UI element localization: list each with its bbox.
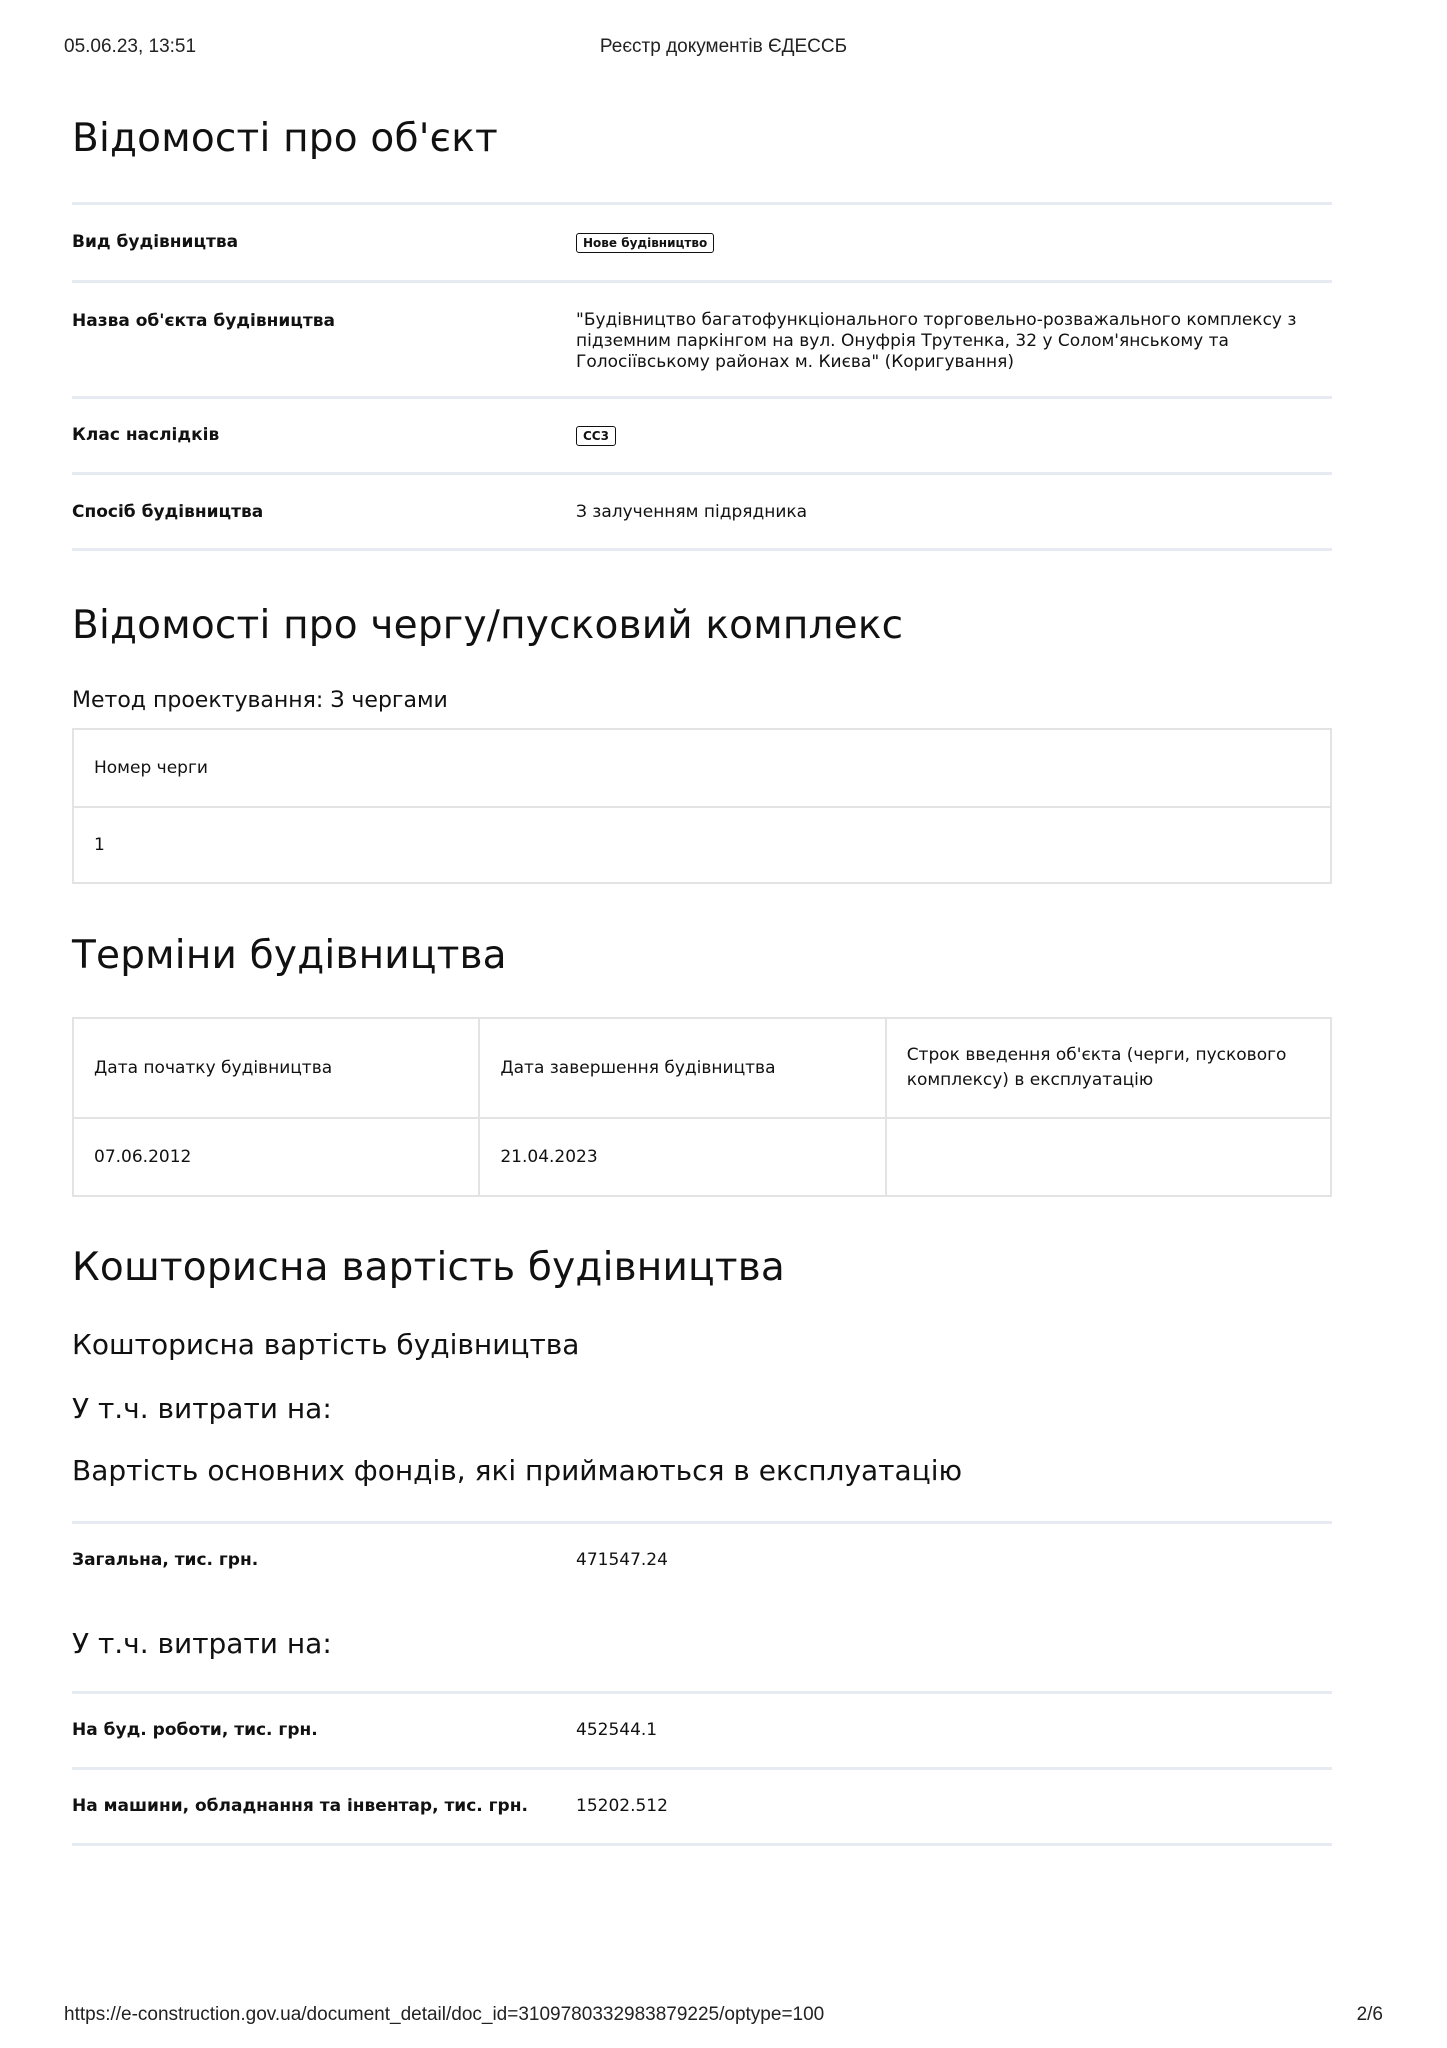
equipment-cost-label: На машини, обладнання та інвентар, тис. грн. (72, 1796, 528, 1816)
estimated-cost-subheading: Кошторисна вартість будівництва (72, 1328, 580, 1361)
table-row (73, 1018, 1331, 1118)
print-page-title: Реєстр документів ЄДЕССБ (599, 36, 848, 57)
consequence-class-value (576, 425, 1332, 446)
estimated-cost-heading: Кошторисна вартість будівництва (72, 1245, 785, 1290)
construction-terms-heading: Терміни будівництва (72, 933, 507, 978)
table-row (73, 729, 1331, 807)
divider (72, 472, 1332, 475)
queue-number-header: Номер черги (73, 729, 1331, 807)
page-url: https://e-construction.gov.ua/document_detail/doc_id=3109780332983879225/optype=100 (64, 2004, 825, 2025)
print-header (64, 36, 1383, 60)
queue-table (72, 728, 1332, 884)
total-cost-label: Загальна, тис. грн. (72, 1550, 259, 1570)
start-date-header: Дата початку будівництва (73, 1018, 479, 1118)
divider (72, 202, 1332, 205)
construction-method-label: Спосіб будівництва (72, 502, 264, 522)
construction-method-value: З залученням підрядника (576, 502, 808, 522)
table-row (73, 1118, 1331, 1196)
equipment-cost-value: 15202.512 (576, 1796, 668, 1816)
table-row (73, 807, 1331, 883)
including-costs-label: У т.ч. витрати на: (72, 1392, 332, 1425)
construction-works-cost-value: 452544.1 (576, 1720, 658, 1740)
construction-type-value (576, 232, 1332, 253)
object-name-label: Назва об'єкта будівництва (72, 311, 335, 331)
page-number: 2/6 (1356, 2004, 1383, 2025)
consequence-class-tag: СС3 (576, 426, 616, 446)
print-timestamp: 05.06.23, 13:51 (64, 36, 197, 57)
fixed-assets-heading: Вартість основних фондів, які приймаються в експлуатацію (72, 1454, 963, 1487)
divider (72, 1691, 1332, 1694)
including-costs-label-2: У т.ч. витрати на: (72, 1627, 332, 1660)
divider (72, 548, 1332, 551)
construction-type-label: Вид будівництва (72, 232, 239, 252)
divider (72, 1843, 1332, 1846)
print-footer (64, 2004, 1383, 2028)
end-date-value: 21.04.2023 (479, 1118, 885, 1196)
start-date-value: 07.06.2012 (73, 1118, 479, 1196)
commissioning-term-header: Строк введення об'єкта (черги, пускового комплексу) в експлуатацію (886, 1018, 1331, 1118)
object-name-value: "Будівництво багатофункціонального торговельно-розважального комплексу з підземним паркінгом на вул. Онуфрія Трутенка, 32 у Солом'янському та Голосіївському районах м. Києва" (Коригування) (576, 310, 1297, 372)
consequence-class-label: Клас наслідків (72, 425, 220, 445)
total-cost-value: 471547.24 (576, 1550, 668, 1570)
commissioning-term-value (886, 1118, 1331, 1196)
design-method-label: Метод проектування: З чергами (72, 688, 448, 713)
object-info-heading: Відомості про об'єкт (72, 116, 498, 161)
construction-terms-table (72, 1017, 1332, 1197)
queue-info-heading: Відомості про чергу/пусковий комплекс (72, 603, 904, 648)
construction-works-cost-label: На буд. роботи, тис. грн. (72, 1720, 318, 1740)
divider (72, 280, 1332, 283)
construction-type-tag: Нове будівництво (576, 233, 714, 253)
divider (72, 396, 1332, 399)
end-date-header: Дата завершення будівництва (479, 1018, 885, 1118)
divider (72, 1521, 1332, 1524)
queue-number-value: 1 (73, 807, 1331, 883)
divider (72, 1767, 1332, 1770)
